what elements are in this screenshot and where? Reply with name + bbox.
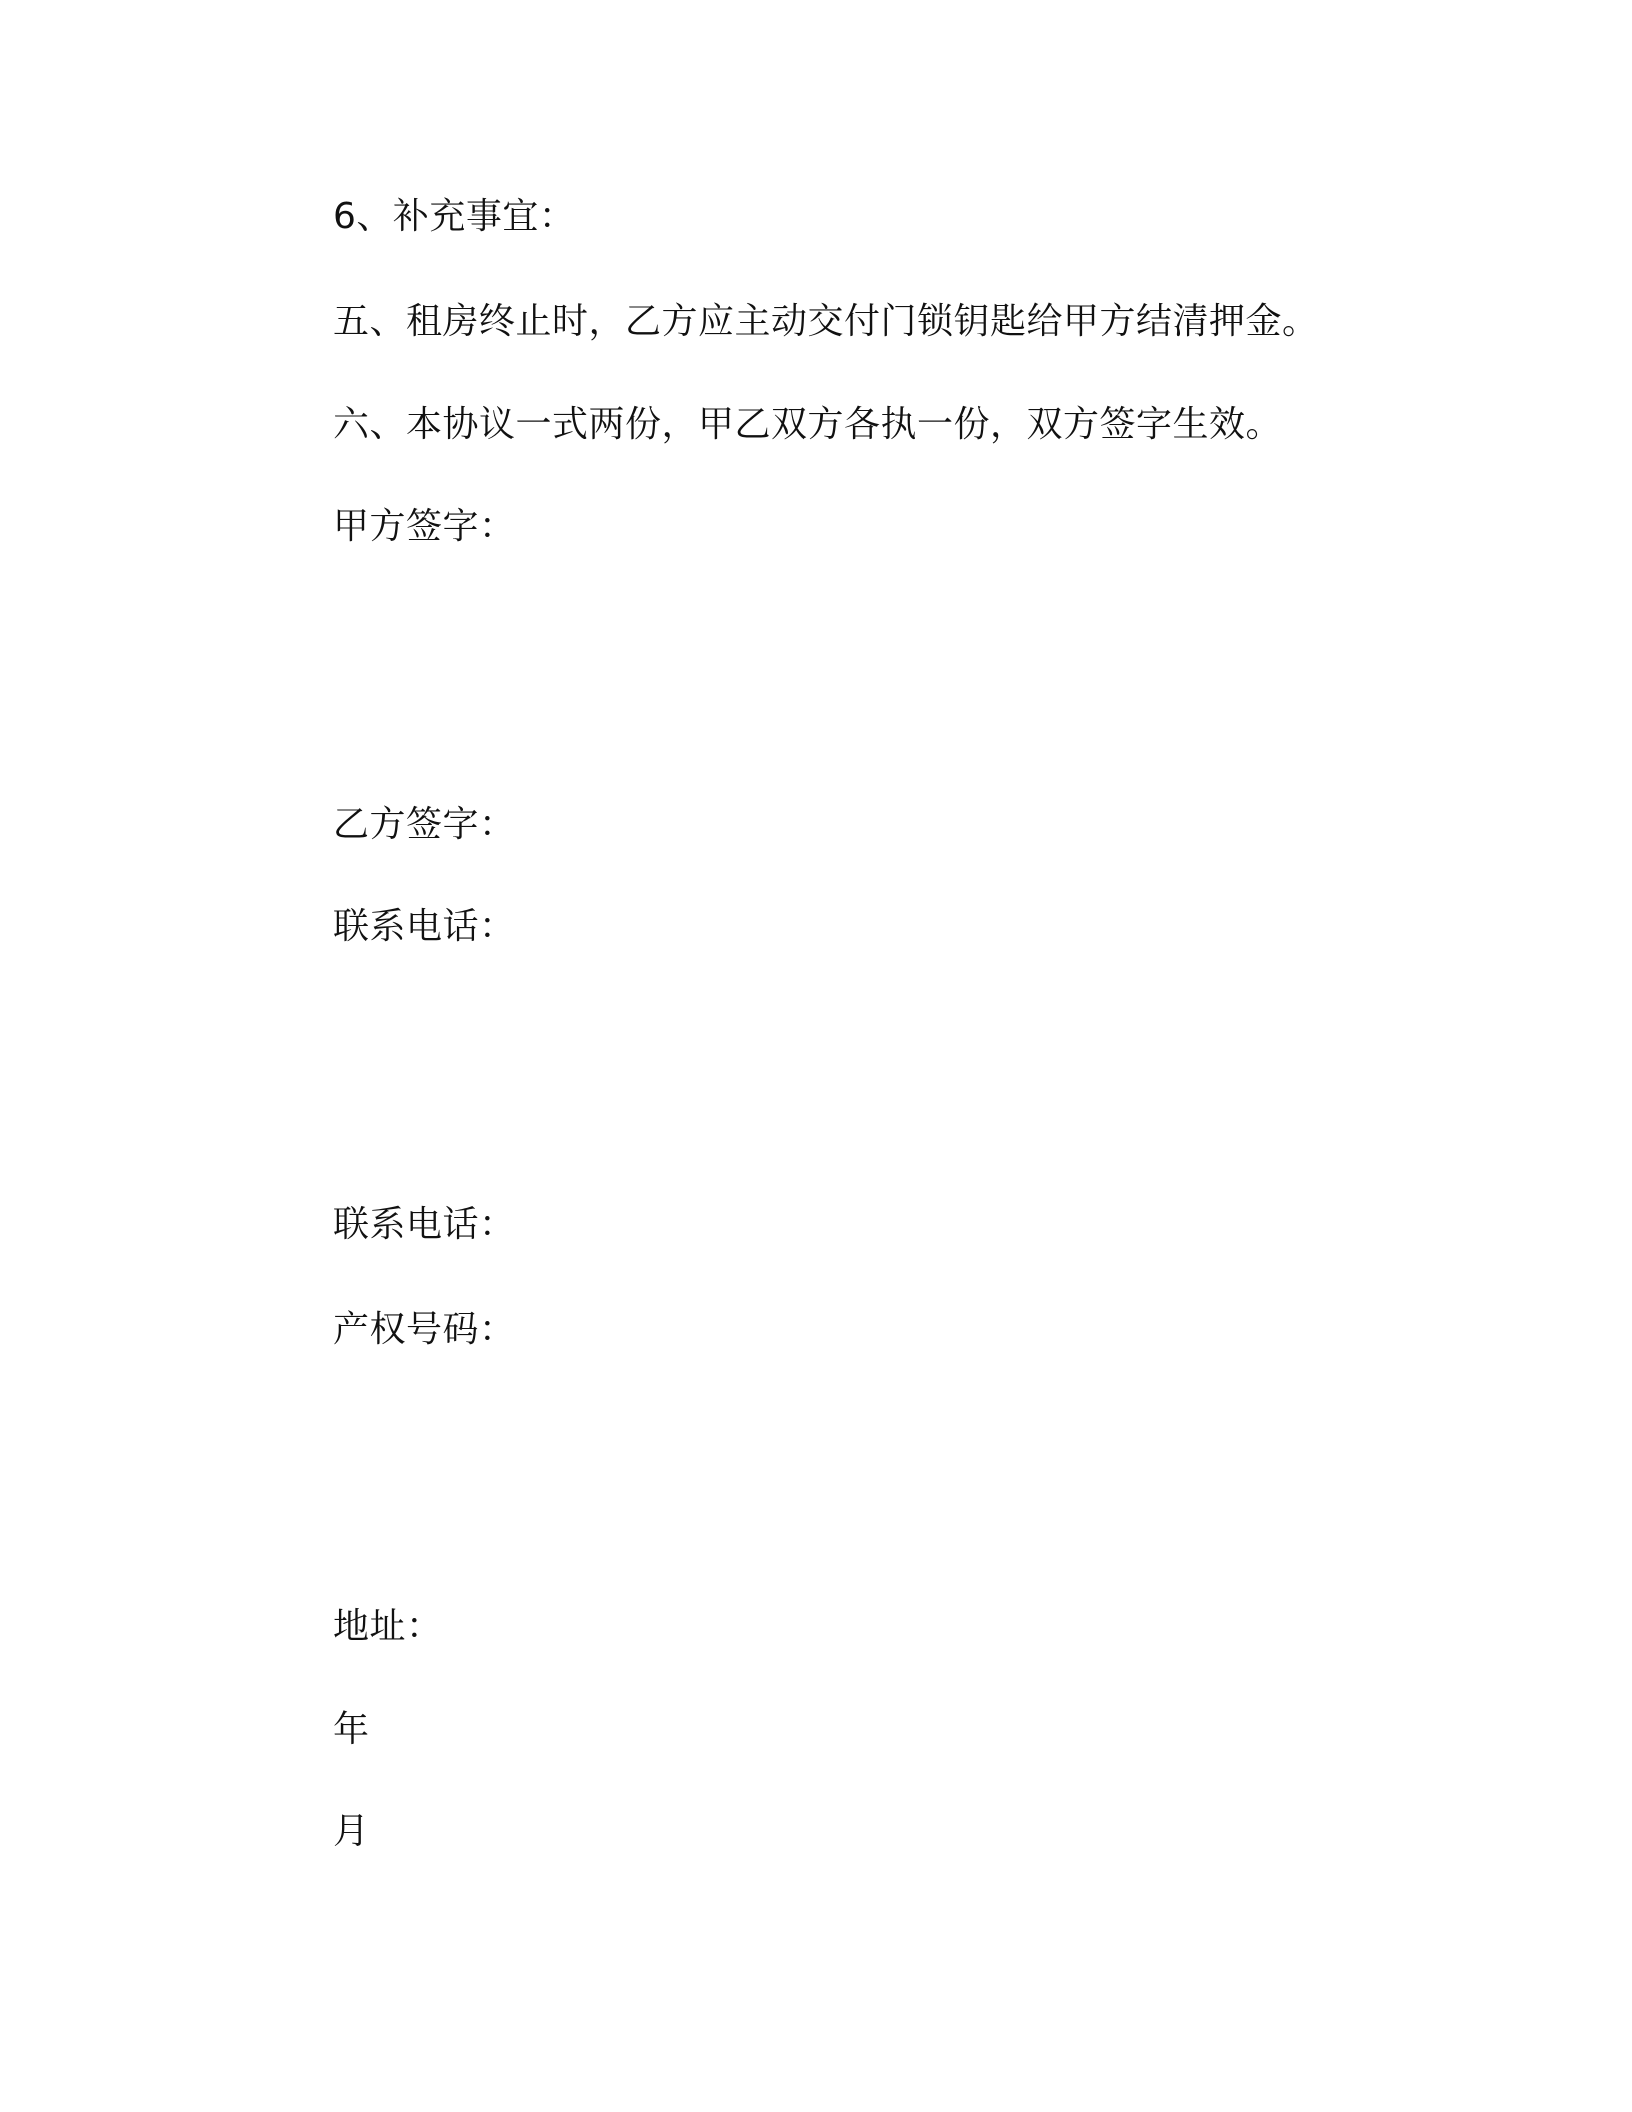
month-label: 月 (333, 1811, 370, 1852)
phone-label-1: 联系电话： (333, 906, 516, 947)
year-label: 年 (333, 1709, 370, 1750)
clause-five-termination: 五、租房终止时，乙方应主动交付门锁钥匙给甲方结清押金。 (333, 301, 1319, 342)
clause-6-supplementary: 6、补充事宜： (333, 196, 576, 237)
clause-six-copies: 六、本协议一式两份，甲乙双方各执一份，双方签字生效。 (333, 404, 1283, 445)
party-b-signature-label: 乙方签字： (333, 804, 516, 845)
address-label: 地址： (333, 1606, 443, 1647)
phone-label-2: 联系电话： (333, 1204, 516, 1245)
party-a-signature-label: 甲方签字： (333, 506, 516, 547)
property-number-label: 产权号码： (333, 1309, 516, 1350)
